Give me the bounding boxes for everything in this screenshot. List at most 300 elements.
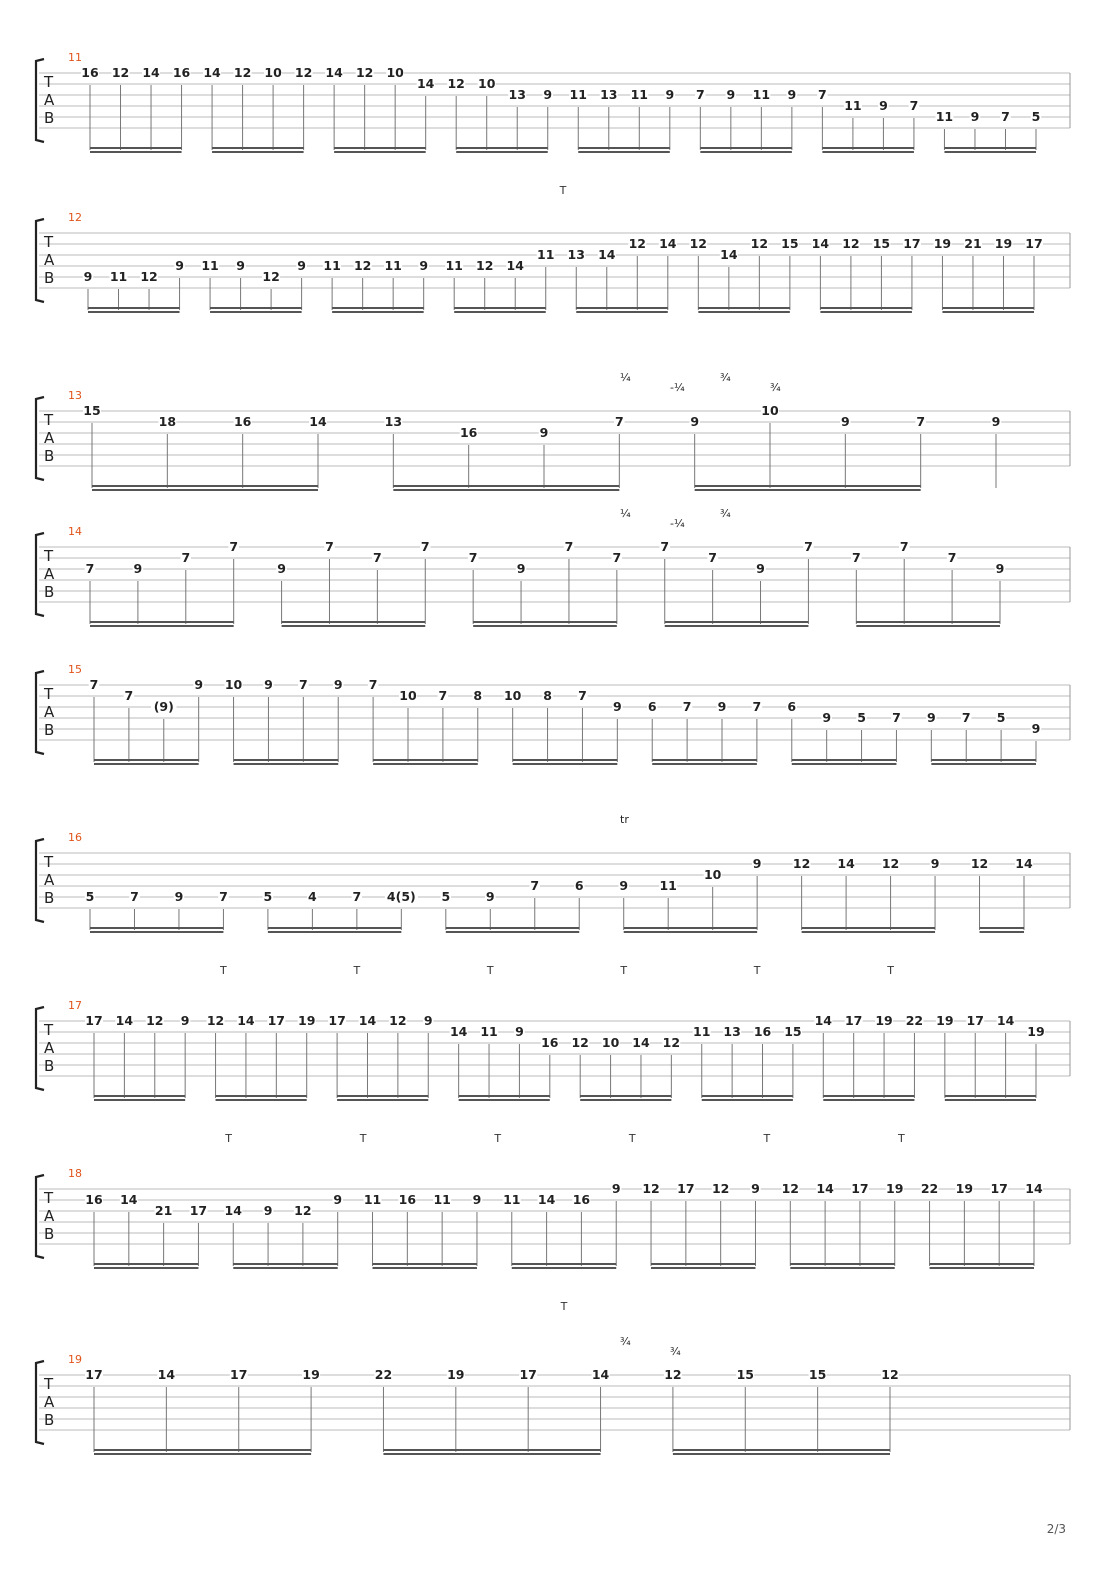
tab-clef-letter: A xyxy=(44,703,55,721)
measure-number: 16 xyxy=(68,831,82,844)
fret-number: 9 xyxy=(991,414,1001,429)
beam xyxy=(268,927,401,929)
beam xyxy=(822,151,914,153)
fret-number: 7 xyxy=(892,710,901,725)
fret-number: 9 xyxy=(726,87,736,102)
fret-number: 17 xyxy=(519,1367,537,1382)
beam xyxy=(94,759,199,761)
beam xyxy=(337,1099,428,1101)
fret-number: 14 xyxy=(416,76,435,91)
tab-clef-letter: B xyxy=(44,447,55,465)
fret-number: 9 xyxy=(717,699,727,714)
fret-number: 12 xyxy=(792,856,811,871)
tab-clef-letter: A xyxy=(44,251,55,269)
fret-number: 17 xyxy=(903,236,921,251)
fret-number: 9 xyxy=(174,889,184,904)
fret-number: 9 xyxy=(297,258,306,273)
fret-number: 7 xyxy=(578,688,587,703)
beam xyxy=(823,1099,914,1101)
fret-number: (9) xyxy=(153,699,174,714)
fret-number: 7 xyxy=(804,539,813,554)
tab-clef-letter: B xyxy=(44,1057,55,1075)
beam xyxy=(459,1095,550,1097)
fret-number: 12 xyxy=(262,269,280,284)
fret-number: 9 xyxy=(264,677,273,692)
fret-number: 16 xyxy=(172,65,191,80)
bend-amount: -¼ xyxy=(670,381,685,394)
fret-number: 4(5) xyxy=(386,889,416,904)
beam xyxy=(473,625,617,627)
fret-number: 9 xyxy=(756,561,765,576)
beam xyxy=(233,1263,337,1265)
beam xyxy=(820,307,912,309)
fret-number: 12 xyxy=(447,76,465,91)
bend-amount: -¼ xyxy=(670,517,685,530)
beam xyxy=(90,621,234,623)
fret-number: 14 xyxy=(996,1013,1015,1028)
fret-number: 14 xyxy=(142,65,160,80)
bend-amount: ¾ xyxy=(770,381,781,394)
fret-number: 7 xyxy=(124,688,134,703)
fret-number: 7 xyxy=(752,699,762,714)
fret-number: 14 xyxy=(811,236,830,251)
fret-number: 12 xyxy=(206,1013,225,1028)
fret-number: 12 xyxy=(111,65,130,80)
fret-number: 17 xyxy=(1025,236,1043,251)
fret-number: 9 xyxy=(539,425,549,440)
tap-mark: T xyxy=(359,1132,367,1145)
fret-number: 4 xyxy=(308,889,317,904)
beam xyxy=(856,625,1000,627)
fret-number: 7 xyxy=(660,539,670,554)
fret-number: 6 xyxy=(574,878,584,893)
fret-number: 9 xyxy=(612,699,622,714)
beam xyxy=(94,1099,185,1101)
beam xyxy=(944,151,1036,153)
beam xyxy=(578,151,670,153)
beam xyxy=(383,1453,600,1455)
fret-number: 9 xyxy=(665,87,675,102)
fret-number: 12 xyxy=(294,1203,312,1218)
fret-number: 9 xyxy=(930,856,940,871)
fret-number: 7 xyxy=(89,677,99,692)
tab-clef-letter: B xyxy=(44,1225,55,1243)
fret-number: 10 xyxy=(761,403,779,418)
beam xyxy=(446,931,579,933)
staff-brace xyxy=(36,59,44,142)
fret-number: 7 xyxy=(420,539,430,554)
fret-number: 14 xyxy=(816,1181,834,1196)
fret-number: 7 xyxy=(708,550,717,565)
fret-number: 9 xyxy=(333,1192,343,1207)
fret-number: 14 xyxy=(591,1367,610,1382)
tap-mark: T xyxy=(628,1132,636,1145)
beam xyxy=(945,1095,1036,1097)
tab-clef-letter: T xyxy=(44,547,54,565)
measure-number: 17 xyxy=(68,999,82,1012)
fret-number: 7 xyxy=(916,414,926,429)
fret-number: 17 xyxy=(966,1013,984,1028)
fret-number: 10 xyxy=(503,688,522,703)
fret-number: 14 xyxy=(659,236,677,251)
beam xyxy=(822,147,914,149)
beam xyxy=(334,151,426,153)
fret-number: 15 xyxy=(784,1024,802,1039)
fret-number: 9 xyxy=(423,1013,433,1028)
beam xyxy=(446,927,579,929)
beam xyxy=(652,763,757,765)
beam xyxy=(944,147,1036,149)
fret-number: 7 xyxy=(614,414,624,429)
fret-number: 12 xyxy=(689,236,708,251)
staff-brace xyxy=(36,839,44,922)
tab-clef-letter: B xyxy=(44,109,55,127)
fret-number: 11 xyxy=(659,878,677,893)
beam xyxy=(456,147,548,149)
tab-clef-letter: T xyxy=(44,1021,54,1039)
beam xyxy=(792,763,897,765)
fret-number: 9 xyxy=(879,98,888,113)
fret-number: 12 xyxy=(664,1367,682,1382)
tab-clef-letter: T xyxy=(44,1189,54,1207)
fret-number: 11 xyxy=(384,258,402,273)
fret-number: 7 xyxy=(1001,109,1010,124)
fret-number: 11 xyxy=(630,87,648,102)
fret-number: 9 xyxy=(277,561,286,576)
beam xyxy=(92,489,318,491)
bend-amount: ¾ xyxy=(670,1345,681,1358)
fret-number: 17 xyxy=(230,1367,248,1382)
beam xyxy=(90,625,234,627)
beam xyxy=(931,763,1036,765)
fret-number: 22 xyxy=(920,1181,939,1196)
beam xyxy=(790,1267,894,1269)
fret-number: 9 xyxy=(263,1203,273,1218)
measure-number: 13 xyxy=(68,389,82,402)
beam xyxy=(931,759,1036,761)
measure-number: 18 xyxy=(68,1167,82,1180)
beam xyxy=(930,1267,1034,1269)
fret-number: 10 xyxy=(386,65,404,80)
beam xyxy=(332,311,424,313)
fret-number: 14 xyxy=(309,414,327,429)
beam xyxy=(94,1095,185,1097)
beam xyxy=(90,151,182,153)
fret-number: 14 xyxy=(598,247,616,262)
fret-number: 14 xyxy=(537,1192,556,1207)
tap-mark: T xyxy=(494,1132,502,1145)
beam xyxy=(512,1263,616,1265)
fret-number: 15 xyxy=(781,236,799,251)
fret-number: 5 xyxy=(263,889,273,904)
fret-number: 14 xyxy=(814,1013,832,1028)
fret-number: 11 xyxy=(537,247,555,262)
staff-brace xyxy=(36,397,44,480)
beam xyxy=(823,1095,914,1097)
fret-number: 17 xyxy=(844,1013,863,1028)
tab-clef-letter: A xyxy=(44,565,55,583)
fret-number: 7 xyxy=(682,699,692,714)
fret-number: 9 xyxy=(419,258,429,273)
beam xyxy=(820,311,912,313)
fret-number: 14 xyxy=(358,1013,377,1028)
beam xyxy=(665,625,809,627)
beam xyxy=(90,147,182,149)
tab-clef-letter: A xyxy=(44,1039,55,1057)
beam xyxy=(700,151,792,153)
beam xyxy=(94,763,199,765)
staff-system-16 xyxy=(36,813,1070,977)
fret-number: 12 xyxy=(140,269,158,284)
fret-number: 17 xyxy=(189,1203,208,1218)
fret-number: 9 xyxy=(194,677,204,692)
fret-number: 14 xyxy=(506,258,524,273)
measure-number: 11 xyxy=(68,51,82,64)
tab-clef-letter: A xyxy=(44,871,55,889)
fret-number: 9 xyxy=(180,1013,190,1028)
fret-number: 16 xyxy=(753,1024,772,1039)
measure-number: 12 xyxy=(68,211,82,224)
fret-number: 16 xyxy=(459,425,478,440)
fret-number: 7 xyxy=(899,539,909,554)
tap-mark: T xyxy=(486,964,494,977)
tap-mark: T xyxy=(763,1132,771,1145)
tab-clef-letter: T xyxy=(44,1375,54,1393)
beam xyxy=(702,1099,793,1101)
beam xyxy=(90,931,223,933)
beam xyxy=(673,1453,890,1455)
beam xyxy=(94,1267,198,1269)
fret-number: 15 xyxy=(872,236,891,251)
fret-number: 19 xyxy=(298,1013,316,1028)
fret-number: 9 xyxy=(752,856,762,871)
beam xyxy=(282,621,426,623)
beam xyxy=(393,489,619,491)
beam xyxy=(92,485,318,487)
tap-mark: T xyxy=(620,964,628,977)
tab-clef-letter: B xyxy=(44,889,55,907)
beam xyxy=(698,311,790,313)
fret-number: 7 xyxy=(818,87,827,102)
fret-number: 12 xyxy=(294,65,313,80)
tap-mark: T xyxy=(559,184,567,197)
fret-number: 9 xyxy=(516,561,526,576)
beam xyxy=(802,927,935,929)
fret-number: 9 xyxy=(472,1192,482,1207)
fret-number: 7 xyxy=(181,550,191,565)
fret-number: 11 xyxy=(935,109,954,124)
fret-number: 13 xyxy=(508,87,526,102)
beam xyxy=(651,1267,755,1269)
tab-clef-letter: T xyxy=(44,73,54,91)
fret-number: 9 xyxy=(485,889,495,904)
beam xyxy=(624,927,757,929)
fret-number: 16 xyxy=(398,1192,417,1207)
beam xyxy=(383,1449,600,1451)
beam xyxy=(512,1267,616,1269)
beam xyxy=(980,927,1024,929)
fret-number: 7 xyxy=(909,98,919,113)
fret-number: 9 xyxy=(995,561,1005,576)
staff-brace xyxy=(36,1175,44,1258)
beam xyxy=(268,931,401,933)
beam xyxy=(652,759,757,761)
tap-mark: T xyxy=(220,964,227,977)
beam xyxy=(576,307,668,309)
fret-number: 12 xyxy=(881,1367,899,1382)
tap-mark: T xyxy=(225,1132,232,1145)
bend-amount: ¾ xyxy=(620,1335,631,1348)
fret-number: 7 xyxy=(947,550,957,565)
beam xyxy=(473,621,617,623)
fret-number: 11 xyxy=(480,1024,498,1039)
fret-number: 7 xyxy=(961,710,971,725)
bend-amount: ¾ xyxy=(720,371,731,384)
fret-number: 13 xyxy=(723,1024,741,1039)
fret-number: 17 xyxy=(990,1181,1008,1196)
fret-number: 13 xyxy=(384,414,403,429)
tab-clef-letter: B xyxy=(44,1411,55,1429)
fret-number: 6 xyxy=(647,699,657,714)
fret-number: 15 xyxy=(736,1367,754,1382)
fret-number: 11 xyxy=(844,98,862,113)
beam xyxy=(513,763,618,765)
fret-number: 14 xyxy=(224,1203,242,1218)
beam xyxy=(651,1263,755,1265)
beam xyxy=(234,763,339,765)
fret-number: 9 xyxy=(926,710,936,725)
fret-number: 11 xyxy=(109,269,128,284)
beam xyxy=(576,311,668,313)
fret-number: 21 xyxy=(154,1203,173,1218)
fret-number: 9 xyxy=(515,1024,524,1039)
fret-number: 9 xyxy=(970,109,980,124)
fret-number: 14 xyxy=(632,1035,650,1050)
beam xyxy=(334,147,426,149)
fret-number: 7 xyxy=(468,550,478,565)
fret-number: 19 xyxy=(302,1367,320,1382)
fret-number: 9 xyxy=(787,87,797,102)
beam xyxy=(702,1095,793,1097)
beam xyxy=(942,307,1034,309)
fret-number: 10 xyxy=(478,76,496,91)
beam xyxy=(792,759,897,761)
tab-clef-letter: A xyxy=(44,91,55,109)
trill-mark: tr xyxy=(620,813,629,826)
beam xyxy=(212,151,304,153)
beam xyxy=(802,931,935,933)
beam xyxy=(94,1263,198,1265)
fret-number: 9 xyxy=(611,1181,621,1196)
fret-number: 22 xyxy=(374,1367,393,1382)
fret-number: 7 xyxy=(229,539,239,554)
beam xyxy=(373,763,478,765)
measure-number: 15 xyxy=(68,663,82,676)
fret-number: 5 xyxy=(441,889,451,904)
fret-number: 19 xyxy=(1027,1024,1045,1039)
beam xyxy=(234,759,339,761)
tab-clef-letter: T xyxy=(44,411,54,429)
beam xyxy=(337,1095,428,1097)
beam xyxy=(459,1099,550,1101)
fret-number: 7 xyxy=(438,688,448,703)
fret-number: 17 xyxy=(267,1013,286,1028)
fret-number: 17 xyxy=(85,1367,103,1382)
fret-number: 11 xyxy=(363,1192,382,1207)
bend-amount: ¼ xyxy=(620,507,631,520)
beam xyxy=(698,307,790,309)
fret-number: 11 xyxy=(752,87,771,102)
beam xyxy=(216,1095,307,1097)
fret-number: 7 xyxy=(373,550,382,565)
staff-brace xyxy=(36,671,44,754)
beam xyxy=(790,1263,894,1265)
fret-number: 16 xyxy=(81,65,99,80)
fret-number: 12 xyxy=(881,856,900,871)
fret-number: 12 xyxy=(711,1181,730,1196)
tap-mark: T xyxy=(887,964,894,977)
beam xyxy=(373,759,478,761)
fret-number: 12 xyxy=(781,1181,799,1196)
beam xyxy=(700,147,792,149)
staff-brace xyxy=(36,1361,44,1444)
bend-amount: ¼ xyxy=(620,371,631,384)
fret-number: 9 xyxy=(236,258,245,273)
fret-number: 12 xyxy=(476,258,494,273)
fret-number: 10 xyxy=(399,688,417,703)
fret-number: 11 xyxy=(569,87,587,102)
fret-number: 12 xyxy=(571,1035,589,1050)
fret-number: 16 xyxy=(541,1035,559,1050)
fret-number: 11 xyxy=(433,1192,451,1207)
beam xyxy=(94,1449,311,1451)
tab-clef-letter: B xyxy=(44,721,55,739)
measure-number: 14 xyxy=(68,525,82,538)
fret-number: 14 xyxy=(115,1013,134,1028)
beam xyxy=(454,307,546,309)
fret-number: 22 xyxy=(905,1013,924,1028)
beam xyxy=(578,147,670,149)
beam xyxy=(673,1449,890,1451)
fret-number: 14 xyxy=(203,65,221,80)
beam xyxy=(695,485,921,487)
fret-number: 5 xyxy=(857,710,866,725)
beam xyxy=(945,1099,1036,1101)
beam xyxy=(212,147,304,149)
staff-brace xyxy=(36,533,44,616)
fret-number: 5 xyxy=(996,710,1006,725)
fret-number: 7 xyxy=(325,539,334,554)
beam xyxy=(580,1095,671,1097)
fret-number: 8 xyxy=(473,688,483,703)
fret-number: 9 xyxy=(619,878,629,893)
fret-number: 12 xyxy=(355,65,374,80)
fret-number: 10 xyxy=(264,65,282,80)
fret-number: 9 xyxy=(690,414,700,429)
measure-number: 19 xyxy=(68,1353,82,1366)
fret-number: 9 xyxy=(1031,721,1041,736)
fret-number: 15 xyxy=(83,403,101,418)
staff-system-19 xyxy=(36,1335,1070,1455)
fret-number: 7 xyxy=(612,550,622,565)
fret-number: 9 xyxy=(175,258,184,273)
beam xyxy=(282,625,426,627)
fret-number: 17 xyxy=(85,1013,103,1028)
fret-number: 19 xyxy=(933,236,952,251)
fret-number: 14 xyxy=(157,1367,176,1382)
fret-number: 11 xyxy=(445,258,463,273)
fret-number: 17 xyxy=(328,1013,346,1028)
